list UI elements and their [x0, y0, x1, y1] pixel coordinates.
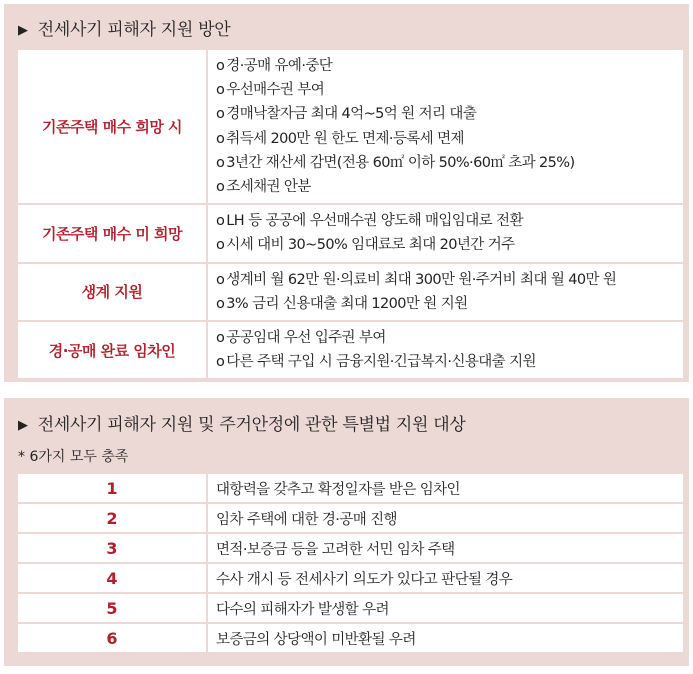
eligibility-note: * 6가지 모두 충족 — [18, 449, 129, 465]
row-number: 6 — [18, 624, 206, 652]
triangle-bullet-icon: ▶ — [18, 418, 28, 433]
support-plan-table — [18, 50, 683, 378]
support-row-items — [208, 50, 683, 203]
row-text: 대항력을 갖추고 확정일자를 받은 임차인 — [208, 474, 683, 502]
row-text: 임차 주택에 대한 경·공매 진행 — [208, 504, 683, 532]
row-text: 보증금의 상당액이 미반환될 우려 — [208, 624, 683, 652]
support-row-label: 경·공매 완료 임차인 — [18, 322, 206, 378]
row-number: 4 — [18, 564, 206, 592]
support-row — [18, 264, 683, 320]
support-row-items — [208, 264, 683, 320]
table-row — [18, 564, 683, 592]
support-plan-panel — [4, 4, 689, 382]
support-row — [18, 322, 683, 378]
table-row — [18, 504, 683, 532]
support-item: o LH 등 공공에 우선매수권 양도해 매입임대로 전환 — [216, 209, 677, 233]
row-number: 3 — [18, 534, 206, 562]
support-item: o 3년간 재산세 감면(전용 60㎡ 이하 50%·60㎡ 초과 25%) — [216, 151, 677, 175]
support-item: o 공공임대 우선 입주권 부여 — [216, 326, 677, 350]
support-item: o 조세채권 안분 — [216, 175, 677, 199]
support-row-items — [208, 322, 683, 378]
row-number: 1 — [18, 474, 206, 502]
support-row — [18, 50, 683, 203]
support-item: o 생계비 월 62만 원·의료비 최대 300만 원·주거비 최대 월 40만 원 — [216, 268, 677, 292]
support-plan-title — [18, 15, 230, 40]
support-item: o 시세 대비 30~50% 임대료로 최대 20년간 거주 — [216, 233, 677, 257]
support-item: o 취득세 200만 원 한도 면제·등록세 면제 — [216, 127, 677, 151]
support-row-label: 생계 지원 — [18, 264, 206, 320]
row-text: 수사 개시 등 전세사기 의도가 있다고 판단될 경우 — [208, 564, 683, 592]
table-row — [18, 474, 683, 502]
table-row — [18, 594, 683, 622]
support-row-items — [208, 205, 683, 261]
row-text: 다수의 피해자가 발생할 우려 — [208, 594, 683, 622]
row-number: 2 — [18, 504, 206, 532]
support-row-label: 기존주택 매수 미 희망 — [18, 205, 206, 261]
row-number: 5 — [18, 594, 206, 622]
support-item: o 다른 주택 구입 시 금융지원·긴급복지·신용대출 지원 — [216, 350, 677, 374]
support-item: o 경·공매 유예·중단 — [216, 54, 677, 78]
support-row — [18, 205, 683, 261]
triangle-bullet-icon: ▶ — [18, 23, 28, 38]
table-row — [18, 624, 683, 652]
support-item: o 우선매수권 부여 — [216, 78, 677, 102]
eligibility-panel — [4, 398, 689, 666]
support-plan-title-text: 전세사기 피해자 지원 방안 — [37, 20, 231, 40]
support-item: o 3% 금리 신용대출 최대 1200만 원 지원 — [216, 292, 677, 316]
support-row-label: 기존주택 매수 희망 시 — [18, 50, 206, 203]
table-row — [18, 534, 683, 562]
eligibility-table — [18, 474, 683, 652]
row-text: 면적·보증금 등을 고려한 서민 임차 주택 — [208, 534, 683, 562]
eligibility-title-text: 전세사기 피해자 지원 및 주거안정에 관한 특별법 지원 대상 — [37, 415, 466, 435]
eligibility-title — [18, 410, 465, 435]
support-item: o 경매낙찰자금 최대 4억~5억 원 저리 대출 — [216, 102, 677, 126]
